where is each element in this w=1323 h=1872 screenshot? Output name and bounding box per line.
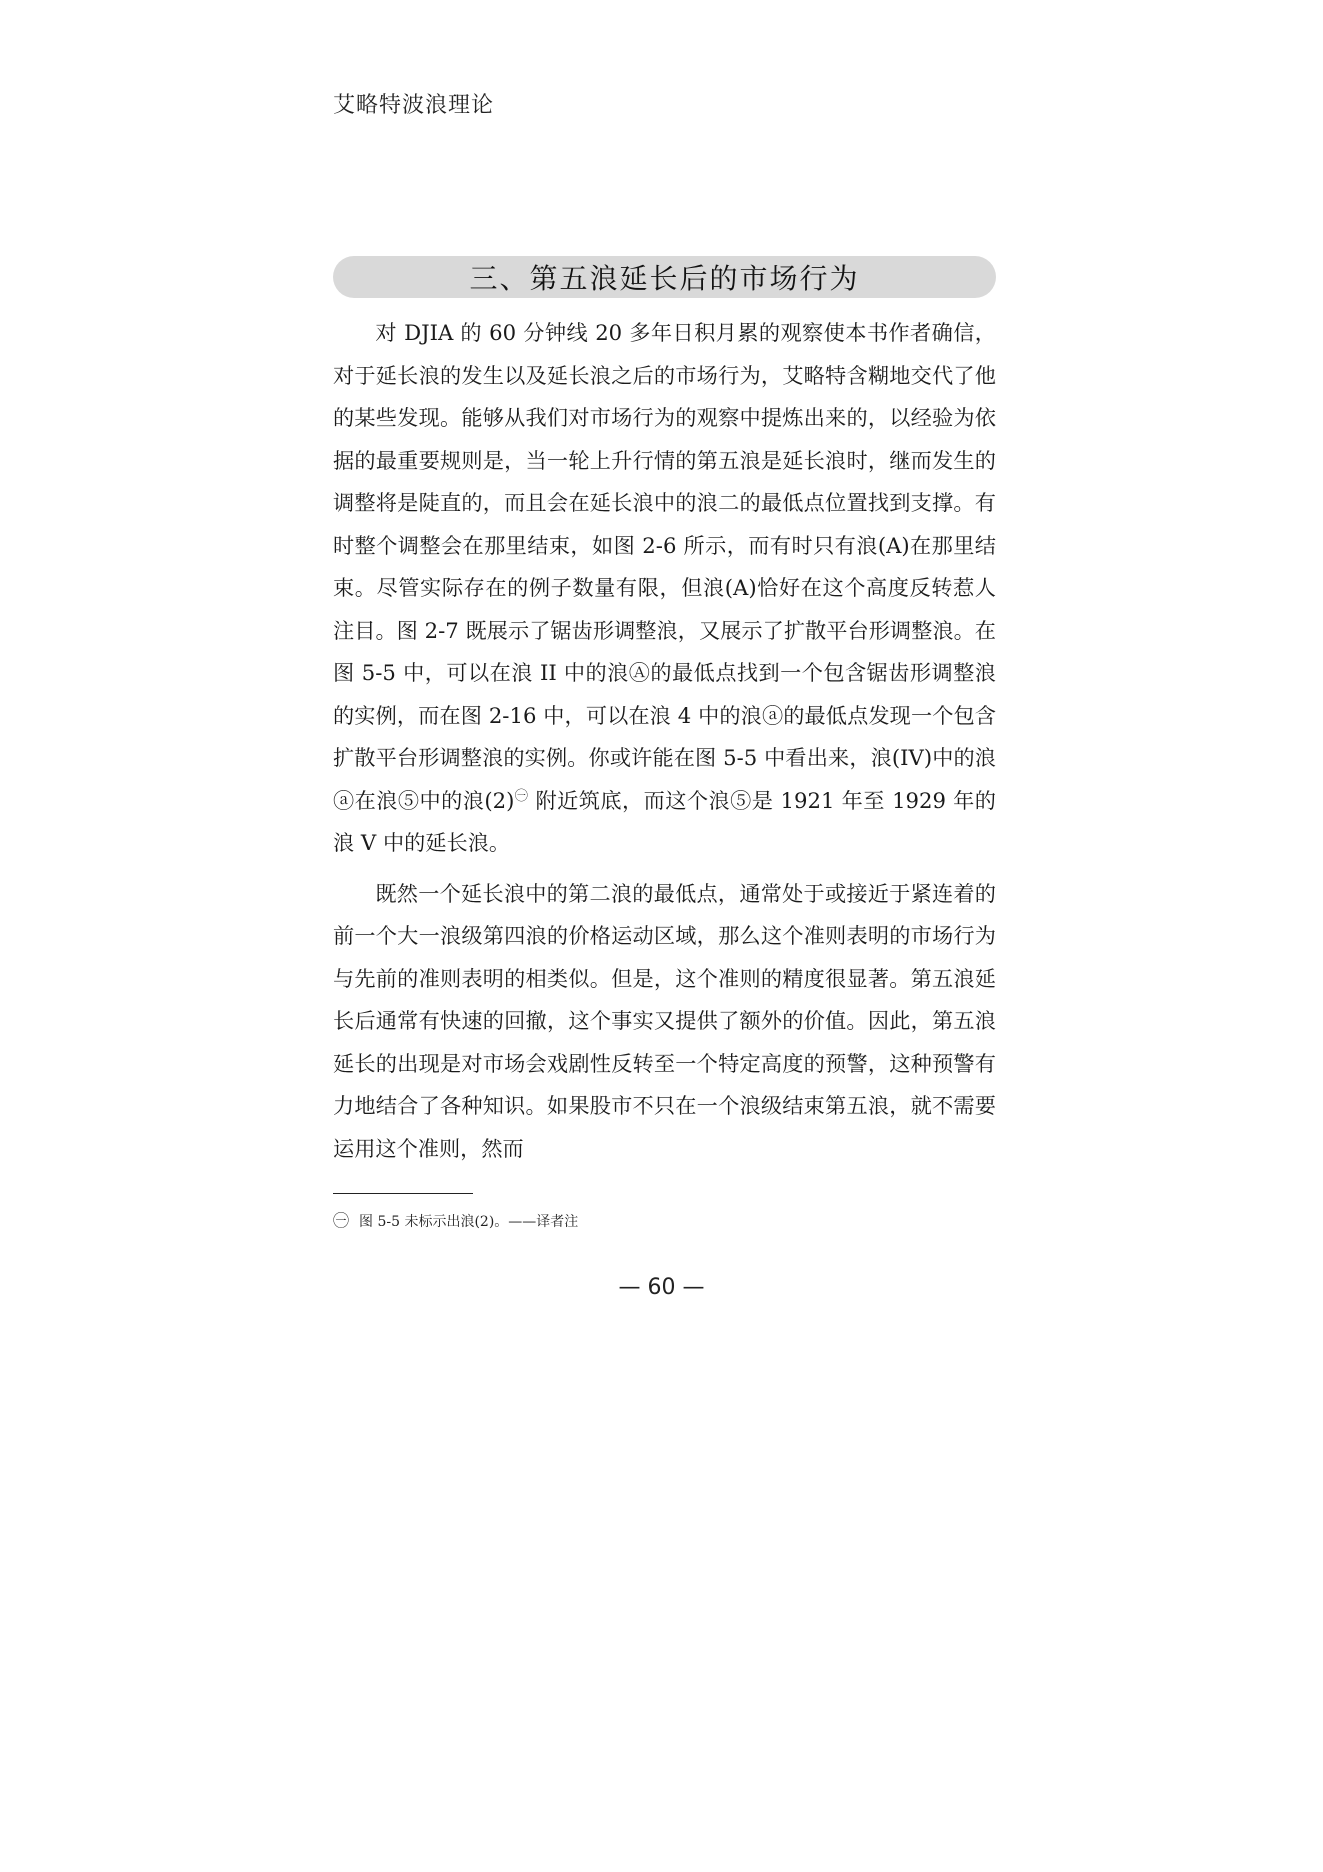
- footnote: [333, 1208, 578, 1231]
- paragraph-1: [333, 312, 996, 865]
- paragraph-1-text-a: 对 DJIA 的 60 分钟线 20 多年日积月累的观察使本书作者确信，对于延长浪的发生以及延长浪之后的市场行为，艾略特含糊地交代了他的某些发现。能够从我们对市场行为的观察中提炼出来的，以经验为依据的最重要规则是，当一轮上升行情的第五浪是延长浪时，继而发生的调整将是陡直的，而且会在延长浪中的浪二的最低点位置找到支撑。有时整个调整会在那里结束，如图 2-6 所示，而有时只有浪(A)在那里结束。尽管实际存在的例子数量有限，但浪(A)恰好在这个高度反转惹人注目。图 2-7 既展示了锯齿形调整浪，又展示了扩散平台形调整浪。在图 5-5 中，可以在浪 II 中的浪Ⓐ的最低点找到一个包含锯齿形调整浪的实例，而在图 2-16 中，可以在浪 4 中的浪ⓐ的最低点发现一个包含扩散平台形调整浪的实例。你或许能在图 5-5 中看出来，浪(IV)中的浪ⓐ在浪⑤中的浪(2): [333, 320, 996, 813]
- paragraph-1-text-b: 附近筑底，而这个浪⑤是 1921 年至 1929 年的浪 V 中的延长浪。: [333, 787, 996, 855]
- page-number: — 60 —: [618, 1275, 705, 1300]
- footnote-divider: [333, 1193, 473, 1194]
- footnote-reference-marker[interactable]: ㊀: [514, 788, 529, 804]
- paragraph-2: [333, 873, 996, 1171]
- section-heading: [333, 256, 996, 298]
- footnote-text: 图 5-5 未标示出浪(2)。——译者注: [359, 1214, 579, 1230]
- paragraph-2-text-b: 很显著。第五浪延长后通常有: [333, 965, 996, 1033]
- footnote-marker: ㊀: [333, 1211, 350, 1230]
- section-title: 三、第五浪延长后的市场行为: [469, 262, 860, 295]
- emphasis-precision: 精度: [782, 965, 826, 991]
- emphasis-fast: 快速的: [439, 1008, 505, 1033]
- paragraph-2-text-c: 回撤，这个事实又提供了额外的价值。因此，第五浪延长的出现是对市场会戏剧性反转至一个特定高度的预警，这种预警有力地结合了各种知识。如果股市不只在一个浪级结束第五浪，就不需要运用这个准则，然而: [333, 1008, 996, 1161]
- body-text: [333, 312, 996, 1178]
- paragraph-2-text-a: 既然一个延长浪中的第二浪的最低点，通常处于或接近于紧连着的前一个大一浪级第四浪的价格运动区域，那么这个准则表明的市场行为与先前的准则表明的相类似。但是，这个准则的: [333, 880, 996, 991]
- running-header-book-title: 艾略特波浪理论: [333, 93, 495, 118]
